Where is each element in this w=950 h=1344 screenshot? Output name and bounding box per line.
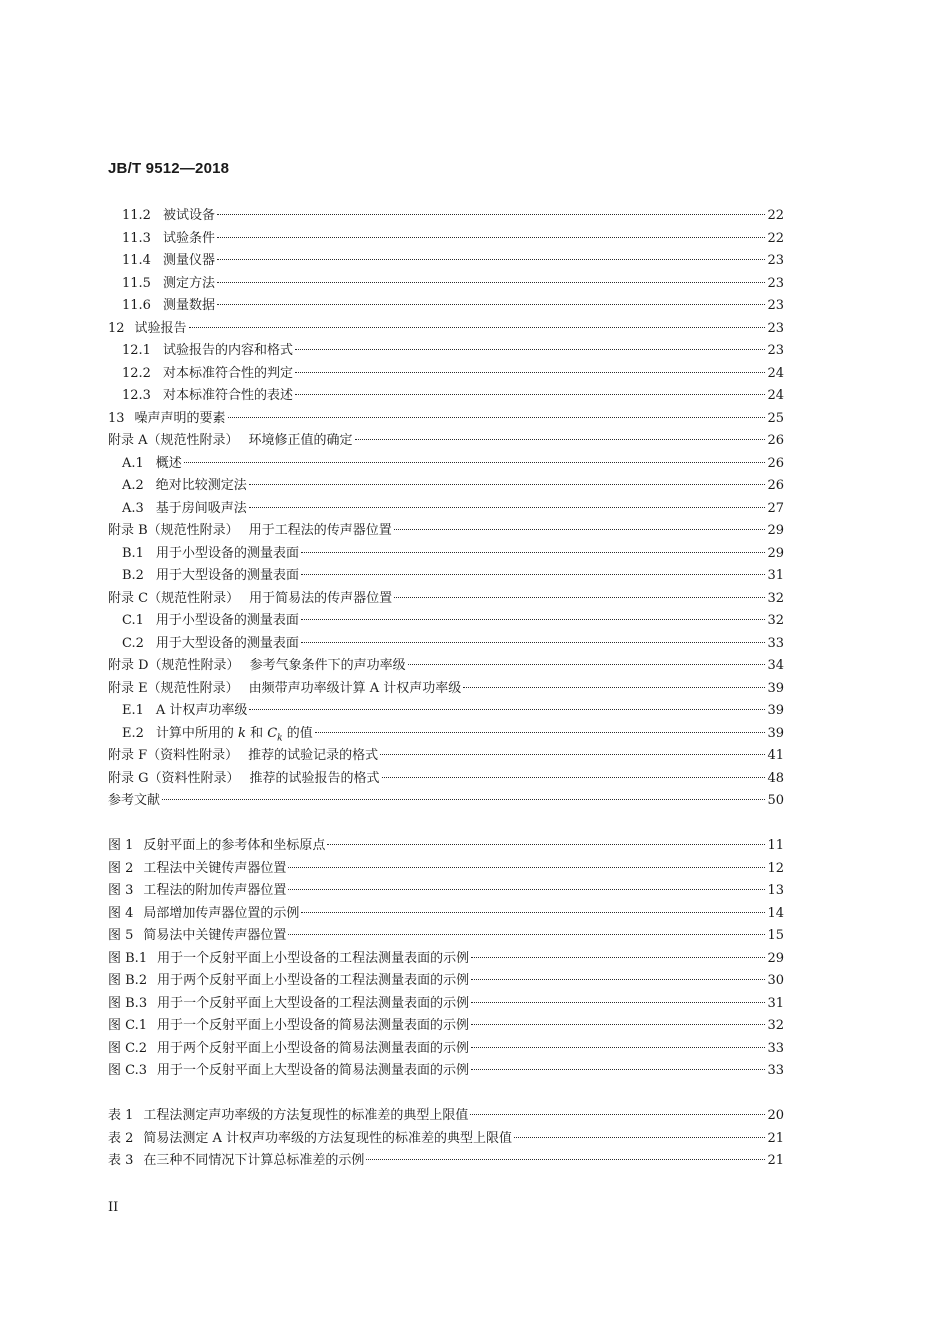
toc-entry[interactable]	[108, 250, 784, 273]
toc-entry-page: 21	[767, 1130, 784, 1146]
math-suffix: 的值	[282, 725, 313, 741]
math-subscript-k: k	[277, 733, 283, 744]
toc-entry-number: 表 1	[108, 1108, 134, 1123]
toc-entry-title: 简易法测定 A 计权声功率级的方法复现性的标准差的典型上限值	[143, 1130, 513, 1146]
toc-entry[interactable]	[108, 633, 784, 656]
toc-entry-page: 26	[767, 433, 784, 448]
toc-entry-page: 32	[767, 1018, 784, 1033]
toc-entry-title: 局部增加传声器位置的示例	[143, 905, 300, 921]
toc-entry-number: 附录 C（规范性附录）	[108, 590, 240, 606]
toc-entry[interactable]	[108, 1105, 784, 1128]
toc-entry[interactable]	[108, 340, 784, 363]
dot-leader	[301, 912, 765, 913]
toc-entry[interactable]	[108, 678, 784, 701]
page-number: II	[108, 1200, 119, 1215]
toc-entry-number: 图 4	[108, 905, 134, 921]
toc-entry-title: A 计权声功率级	[155, 703, 248, 718]
toc-entry-page: 20	[767, 1108, 784, 1123]
toc-entry-page: 39	[767, 680, 784, 696]
toc-entry-page: 33	[767, 635, 784, 651]
toc-entry-number: 附录 E（规范性附录）	[108, 680, 239, 696]
toc-entry-title: 噪声声明的要素	[134, 410, 226, 426]
toc-entry[interactable]	[108, 723, 784, 746]
toc-entry-title: 被试设备	[162, 208, 215, 223]
toc-entry-number: C.2	[122, 635, 144, 651]
toc-entry-page: 25	[767, 410, 784, 426]
toc-entry-number: 11.4	[122, 253, 151, 268]
standard-id-header: JB/T 9512—2018	[108, 160, 230, 177]
toc-entry[interactable]	[108, 768, 784, 791]
toc-entry-page: 39	[767, 703, 784, 718]
dot-leader	[217, 214, 765, 215]
toc-entry-number: 附录 F（资料性附录）	[108, 748, 239, 763]
toc-entry[interactable]	[108, 970, 784, 993]
toc-entry-title: 用于简易法的传声器位置	[249, 590, 393, 606]
toc-entry-number: 表 2	[108, 1130, 134, 1146]
dot-leader	[355, 439, 766, 440]
toc-entry[interactable]	[108, 1015, 784, 1038]
toc-entry-number: 12.3	[122, 388, 151, 403]
math-symbol-k: k	[233, 725, 251, 741]
toc-entry-page: 22	[767, 208, 784, 223]
toc-entry-title: 简易法中关键传声器位置	[143, 928, 287, 943]
toc-entry-page: 41	[767, 748, 784, 763]
toc-entry-title: 用于两个反射平面上小型设备的简易法测量表面的示例	[157, 1040, 470, 1056]
toc-entry-page: 29	[767, 545, 784, 561]
dot-leader	[408, 664, 766, 665]
dot-leader	[380, 754, 765, 755]
toc-entry-page: 33	[767, 1040, 784, 1056]
toc-entry-page: 26	[767, 455, 784, 471]
toc-entry-number: 11.3	[122, 230, 151, 246]
toc-entry-page: 23	[767, 275, 784, 291]
dot-leader	[301, 552, 765, 553]
toc-entry-page: 33	[767, 1063, 784, 1078]
toc-entry[interactable]	[108, 993, 784, 1016]
toc-entry-title: 测量数据	[162, 298, 215, 313]
toc-entry-title: 推荐的试验记录的格式	[248, 748, 379, 763]
toc-entry-title: 测量仪器	[162, 253, 215, 268]
toc-entry-number: 图 3	[108, 883, 134, 898]
dot-leader	[366, 1159, 765, 1160]
toc-entry[interactable]	[108, 475, 784, 498]
toc-entry-page: 34	[767, 658, 784, 673]
toc-entry-number: 图 2	[108, 860, 134, 876]
toc-entry-page: 23	[767, 320, 784, 336]
toc-entry-number: 图 B.1	[108, 950, 148, 966]
toc-entry[interactable]	[108, 610, 784, 633]
dot-leader	[249, 507, 766, 508]
toc-entry-title: 工程法的附加传声器位置	[143, 883, 287, 898]
dot-leader	[288, 934, 765, 935]
toc-entry[interactable]	[108, 385, 784, 408]
toc-entry-number: 图 B.3	[108, 995, 148, 1011]
toc-entry-number: A.2	[122, 478, 144, 493]
toc-entry-number: 11.5	[122, 275, 151, 291]
toc-entry[interactable]	[108, 205, 784, 228]
toc-entry-page: 13	[767, 883, 784, 898]
toc-entry[interactable]	[108, 228, 784, 251]
toc-entry-number: 11.6	[122, 298, 151, 313]
toc-entry[interactable]	[108, 700, 784, 723]
dot-leader	[301, 574, 765, 575]
toc-entry-page: 32	[767, 613, 784, 628]
dot-leader	[288, 867, 765, 868]
toc-entry-page: 31	[767, 995, 784, 1011]
dot-leader	[217, 304, 765, 305]
toc-entry-title: 用于两个反射平面上小型设备的工程法测量表面的示例	[157, 973, 470, 988]
toc-entry-number: 表 3	[108, 1153, 134, 1168]
dot-leader	[471, 1047, 765, 1048]
toc-entry[interactable]	[108, 858, 784, 881]
toc-entry-number: A.3	[122, 500, 144, 516]
dot-leader	[471, 1002, 765, 1003]
toc-entry[interactable]	[108, 1060, 784, 1083]
dot-leader	[382, 777, 766, 778]
toc-entry-number: 附录 G（资料性附录）	[108, 770, 240, 786]
toc-entry-title: 绝对比较测定法	[155, 478, 247, 493]
toc-entry-number: A.1	[122, 455, 144, 471]
toc-entry[interactable]	[108, 565, 784, 588]
toc-entry[interactable]	[108, 520, 784, 543]
toc-entry-page: 30	[767, 973, 784, 988]
toc-entry-title: 工程法中关键传声器位置	[143, 860, 287, 876]
toc-entry-number: 附录 D（规范性附录）	[108, 658, 240, 673]
toc-entry-title: 用于小型设备的测量表面	[155, 613, 299, 628]
toc-entry-title: 用于一个反射平面上大型设备的简易法测量表面的示例	[157, 1063, 470, 1078]
toc-entry[interactable]	[108, 1038, 784, 1061]
toc-entry-number: E.1	[122, 703, 144, 718]
toc-entry-page: 24	[767, 388, 784, 403]
dot-leader	[295, 394, 765, 395]
toc-entry-number: 附录 A（规范性附录）	[108, 433, 239, 448]
toc-entry[interactable]	[108, 903, 784, 926]
dot-leader	[228, 417, 766, 418]
dot-leader	[189, 327, 766, 328]
toc-entry[interactable]	[108, 925, 784, 948]
toc-entry[interactable]	[108, 588, 784, 611]
toc-entry-page: 23	[767, 343, 784, 358]
toc-entry-number: 图 C.1	[108, 1018, 148, 1033]
toc-entry-page: 29	[767, 950, 784, 966]
toc-entry-page: 31	[767, 568, 784, 583]
math-symbol-c: $C_k$	[267, 725, 283, 744]
toc-entry-title: 基于房间吸声法	[155, 500, 247, 516]
toc-entry[interactable]	[108, 1128, 784, 1151]
toc-entry-title: 推荐的试验报告的格式	[249, 770, 380, 786]
dot-leader	[162, 799, 765, 800]
toc-entry-title: 试验条件	[162, 230, 215, 246]
toc-entry-page: 29	[767, 523, 784, 538]
toc-entry-number: 12.1	[122, 343, 151, 358]
math-and: 和	[250, 725, 268, 741]
toc-entry-title: 用于大型设备的测量表面	[155, 635, 299, 651]
toc-entry-title: 参考文献	[108, 793, 161, 808]
dot-leader	[295, 372, 765, 373]
dot-leader	[184, 462, 766, 463]
toc-entry-number: E.2	[122, 725, 144, 741]
toc-entry-number: 13	[108, 410, 125, 426]
dot-leader	[394, 529, 766, 530]
toc-entry-title: 反射平面上的参考体和坐标原点	[143, 838, 326, 853]
toc-entry[interactable]	[108, 363, 784, 386]
toc-entry-page: 23	[767, 298, 784, 313]
dot-leader	[249, 709, 765, 710]
dot-leader	[295, 349, 765, 350]
dot-leader	[471, 1024, 765, 1025]
dot-leader	[301, 642, 766, 643]
toc-entry[interactable]	[108, 948, 784, 971]
toc-entry-number: B.1	[122, 545, 144, 561]
toc-entry-title: 用于大型设备的测量表面	[155, 568, 299, 583]
dot-leader	[463, 687, 765, 688]
dot-leader	[217, 259, 765, 260]
toc-entry[interactable]	[108, 318, 784, 341]
toc-entry[interactable]	[108, 273, 784, 296]
toc-entry-title: 由频带声功率级计算 A 计权声功率级	[248, 680, 462, 696]
dot-leader	[514, 1137, 765, 1138]
toc-entry-title: 用于一个反射平面上小型设备的工程法测量表面的示例	[157, 950, 470, 966]
toc-entry-title: 对本标准符合性的判定	[162, 365, 293, 381]
dot-leader	[217, 237, 765, 238]
toc-entry-page: 12	[767, 860, 784, 876]
dot-leader	[470, 1114, 765, 1115]
toc-entry-number: 图 B.2	[108, 973, 148, 988]
toc-entry-number: 11.2	[122, 208, 151, 223]
toc-entry-title: 概述	[155, 455, 182, 471]
dot-leader	[249, 484, 766, 485]
toc-entry-title: 工程法测定声功率级的方法复现性的标准差的典型上限值	[143, 1108, 469, 1123]
dot-leader	[288, 889, 765, 890]
toc-entry[interactable]	[108, 835, 784, 858]
toc-entry[interactable]	[108, 880, 784, 903]
toc-entry-page: 11	[767, 838, 784, 853]
toc-entry-page: 24	[767, 365, 784, 381]
toc-entry-number: 附录 B（规范性附录）	[108, 523, 239, 538]
toc-entry-page: 39	[767, 725, 784, 741]
toc-entry-title: 用于一个反射平面上小型设备的简易法测量表面的示例	[157, 1018, 470, 1033]
toc-entry-number: 图 5	[108, 928, 134, 943]
toc-entry[interactable]	[108, 790, 784, 813]
toc-main-list	[108, 205, 784, 813]
dot-leader	[471, 957, 765, 958]
toc-entry[interactable]	[108, 295, 784, 318]
dot-leader	[471, 1069, 765, 1070]
dot-leader	[315, 732, 766, 733]
toc-entry-title: 测定方法	[162, 275, 215, 291]
toc-entry[interactable]	[108, 408, 784, 431]
toc-entry-title: 试验报告	[134, 320, 187, 336]
toc-entry-page: 50	[767, 793, 784, 808]
toc-entry-number: 12	[108, 320, 125, 336]
toc-entry-title: 参考气象条件下的声功率级	[249, 658, 406, 673]
toc-entry-page: 22	[767, 230, 784, 246]
toc-entry-title: 试验报告的内容和格式	[162, 343, 293, 358]
toc-entry[interactable]	[108, 430, 784, 453]
toc-entry-number: C.1	[122, 613, 144, 628]
dot-leader	[217, 282, 765, 283]
toc-entry-number: 12.2	[122, 365, 151, 381]
toc-entry-page: 26	[767, 478, 784, 493]
toc-entry-page: 23	[767, 253, 784, 268]
toc-entry[interactable]	[108, 453, 784, 476]
toc-entry-number: 图 1	[108, 838, 134, 853]
toc-entry-title: 在三种不同情况下计算总标准差的示例	[143, 1153, 365, 1168]
toc-entry-title: 用于工程法的传声器位置	[248, 523, 392, 538]
toc-figures-list	[108, 835, 784, 1083]
toc-entry-page: 21	[767, 1153, 784, 1168]
toc-entry-title: 环境修正值的确定	[248, 433, 353, 448]
toc-entry-page: 27	[767, 500, 784, 516]
dot-leader	[471, 979, 765, 980]
toc-entry-page: 48	[767, 770, 784, 786]
toc-entry[interactable]	[108, 543, 784, 566]
toc-entry-number: 图 C.2	[108, 1040, 148, 1056]
toc-entry-number: B.2	[122, 568, 144, 583]
toc-entry-page: 15	[767, 928, 784, 943]
math-prefix: 计算中所用的	[155, 725, 234, 741]
toc-entry-page: 14	[767, 905, 784, 921]
dot-leader	[327, 844, 765, 845]
toc-entry[interactable]	[108, 1150, 784, 1173]
dot-leader	[301, 619, 766, 620]
toc-entry-title: 用于小型设备的测量表面	[155, 545, 299, 561]
toc-entry-number: 图 C.3	[108, 1063, 148, 1078]
dot-leader	[394, 597, 765, 598]
toc-entry[interactable]	[108, 655, 784, 678]
toc-entry[interactable]	[108, 745, 784, 768]
toc-entry-title: 对本标准符合性的表述	[162, 388, 293, 403]
toc-entry[interactable]	[108, 498, 784, 521]
toc-tables-list	[108, 1105, 784, 1173]
toc-entry-page: 32	[767, 590, 784, 606]
toc-entry-title: 用于一个反射平面上大型设备的工程法测量表面的示例	[157, 995, 470, 1011]
